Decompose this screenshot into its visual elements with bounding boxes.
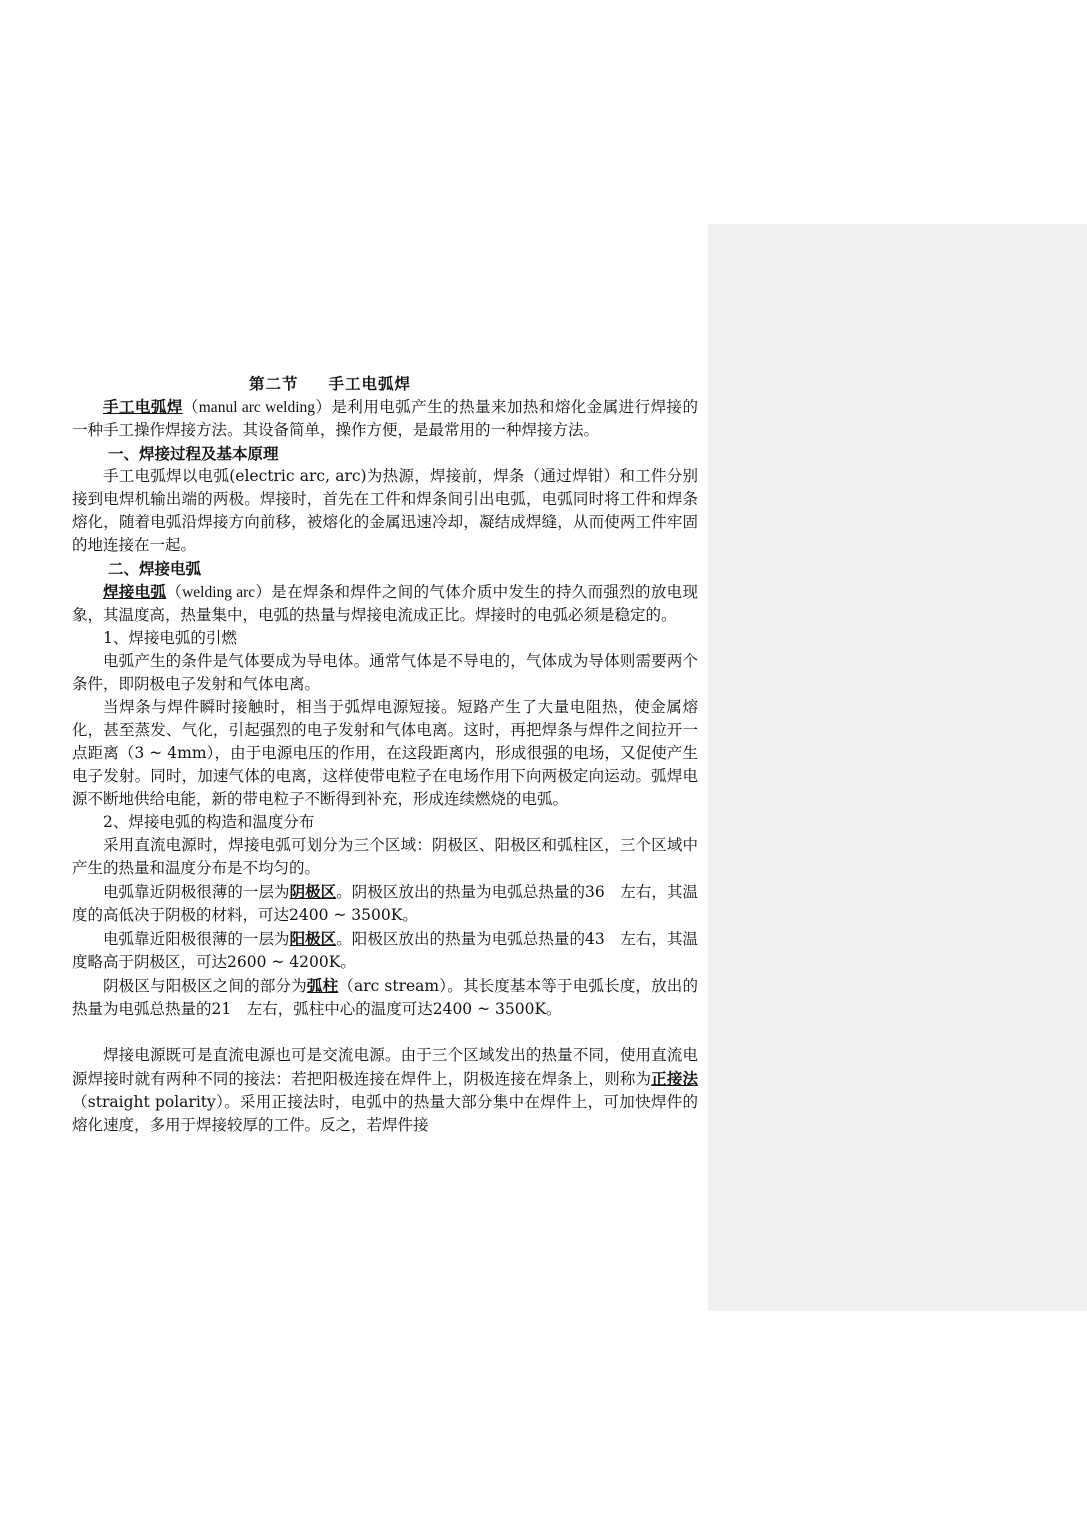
polarity-paragraph [72, 1044, 698, 1137]
process-paragraph: 手工电弧焊以电弧(electric arc, arc)为热源，焊接前，焊条（通过焊钳）和工件分别接到电焊机输出端的两极。焊接时，首先在工件和焊条间引出电弧，电弧同时将工件和焊条熔化，随着电弧沿焊接方向前移，被熔化的金属迅速冷却，凝结成焊缝，从而使两工件牢固的地连接在一起。 [72, 467, 698, 554]
term-manual-arc-welding: 手工电弧焊 [103, 397, 183, 416]
section-title [72, 372, 698, 395]
intro-paragraph [72, 395, 698, 442]
ignition-paragraph-1: 电弧产生的条件是气体要成为导电体。通常气体是不导电的，气体成为导体则需要两个条件，即阴极电子发射和气体电离。 [72, 652, 698, 693]
arc-definition-paragraph [72, 580, 698, 627]
structure-paragraph: 采用直流电源时，焊接电弧可划分为三个区域：阴极区、阳极区和弧柱区，三个区域中产生的热量和温度分布是不均匀的。 [72, 836, 698, 877]
heading-welding-arc: 二、焊接电弧 [108, 559, 202, 578]
paragraph-spacer [72, 1021, 698, 1044]
ignition-paragraph-2: 当焊条与焊件瞬时接触时，相当于弧焊电源短接。短路产生了大量电阻热，使金属熔化，甚至蒸发、气化，引起强烈的电子发射和气体电离。这时，再把焊条与焊件之间拉开一点距离（3 ~ 4mm），由于电源电压的作用，在这段距离内，形成很强的电场，又促使产生电子发射。同时，加速气体的电离，这样使带电粒子在电场作用下向两极定向运动。弧焊电源不断地供给电能，新的带电粒子不断得到补充，形成连续燃烧的电弧。 [72, 698, 698, 808]
intro-text: 是利用电弧产生的热量来加热和熔化金属进行焊接的一种手工操作焊接方法。其设备简单，操作方便，是最常用的一种焊接方法。 [72, 398, 698, 439]
anode-post: 。阳极区放出的热量为电弧总热量的43 左右，其温度略高于阴极区，可达2600 ~ 4200K。 [72, 930, 698, 971]
column-post: （arc stream）。其长度基本等于电弧长度，放出的热量为电弧总热量的21 左右，弧柱中心的温度可达2400 ~ 3500K。 [72, 977, 698, 1018]
section-name: 手工电弧焊 [328, 374, 412, 393]
cathode-pre: 电弧靠近阴极很薄的一层为 [103, 883, 290, 901]
term-cathode-zone: 阴极区 [289, 882, 337, 901]
arc-definition-text: 是在焊条和焊件之间的气体介质中发生的持久而强烈的放电现象，其温度高，热量集中，电弧的热量与焊接电流成正比。焊接时的电弧必须是稳定的。 [72, 583, 698, 624]
section-number: 第二节 [248, 374, 299, 393]
anode-paragraph [72, 927, 698, 974]
document-body [72, 372, 698, 1137]
term-straight-polarity: 正接法 [651, 1069, 698, 1088]
cathode-post: 。阴极区放出的热量为电弧总热量的36 左右，其温度的高低决于阴极的材料，可达2400 ~ 3500K。 [72, 883, 698, 924]
term-arc-column: 弧柱 [306, 976, 339, 995]
term-anode-zone: 阳极区 [289, 929, 337, 948]
heading-arc-ignition: 1、焊接电弧的引燃 [103, 629, 237, 647]
term-english: （manul arc welding） [182, 399, 332, 416]
anode-pre: 电弧靠近阳极很薄的一层为 [103, 930, 290, 948]
term-english: （welding arc） [166, 584, 272, 601]
heading-arc-structure: 2、焊接电弧的构造和温度分布 [103, 813, 315, 831]
comment-margin-pane [708, 224, 1087, 1311]
column-pre: 阴极区与阳极区之间的部分为 [103, 977, 307, 995]
polarity-post: （straight polarity）。采用正接法时，电弧中的热量大部分集中在焊件上，可加快焊件的熔化速度，多用于焊接较厚的工件。反之，若焊件接 [72, 1093, 698, 1134]
cathode-paragraph [72, 880, 698, 927]
polarity-pre: 焊接电源既可是直流电源也可是交流电源。由于三个区域发出的热量不同，使用直流电源焊接时就有两种不同的接法：若把阳极连接在焊件上，阴极连接在焊条上，则称为 [72, 1046, 698, 1088]
heading-welding-process: 一、焊接过程及基本原理 [108, 444, 279, 463]
column-paragraph [72, 974, 698, 1021]
term-welding-arc: 焊接电弧 [103, 582, 167, 601]
